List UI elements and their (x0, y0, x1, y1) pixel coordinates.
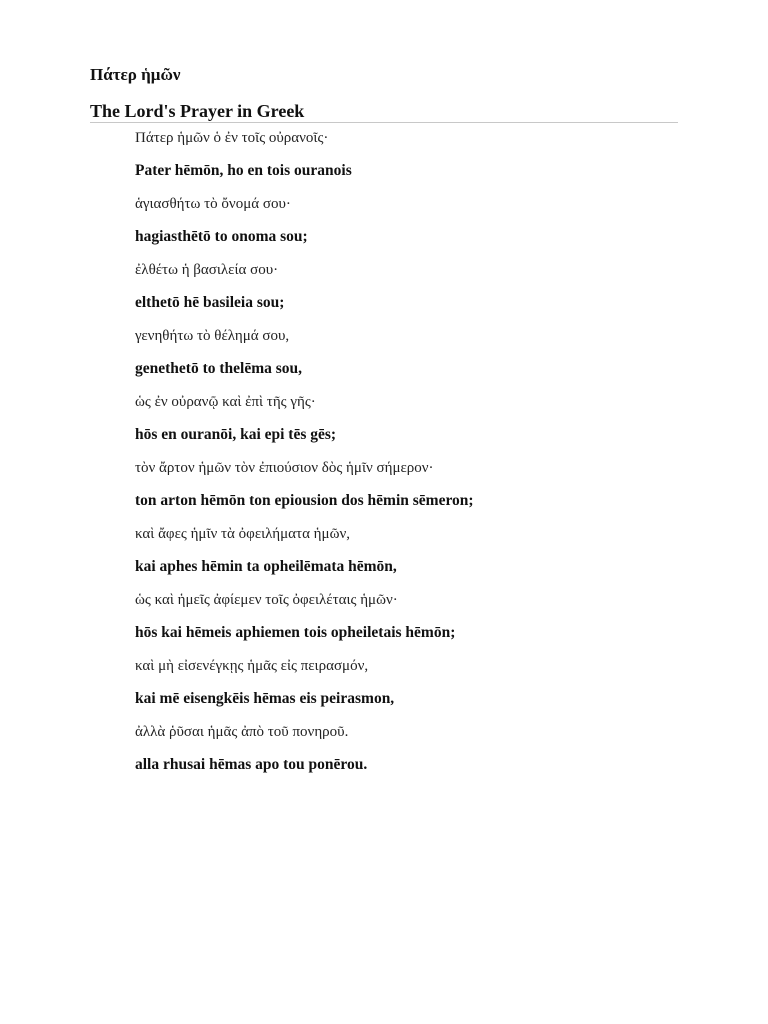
transliteration-line: elthetō hē basileia sou; (135, 294, 285, 311)
transliteration-line: hōs kai hēmeis aphiemen tois opheiletais hēmōn; (135, 624, 456, 641)
transliteration-line: alla rhusai hēmas apo tou ponērou. (135, 756, 368, 773)
heading-divider (90, 122, 678, 123)
greek-line: καὶ μὴ εἰσενέγκῃς ἡμᾶς εἰς πειρασμόν, (135, 658, 369, 674)
section-heading: The Lord's Prayer in Greek (90, 101, 305, 121)
transliteration-line: kai aphes hēmin ta opheilēmata hēmōn, (135, 558, 397, 575)
prayer-text (135, 124, 695, 784)
greek-line: τὸν ἄρτον ἡμῶν τὸν ἐπιούσιον δὸς ἡμῖν σήμερον· (135, 460, 434, 476)
transliteration-line: hōs en ouranōi, kai epi tēs gēs; (135, 426, 337, 443)
greek-line: καὶ ἄφες ἡμῖν τὰ ὀφειλήματα ἡμῶν, (135, 526, 350, 542)
greek-line: ἐλθέτω ἡ βασιλεία σου· (135, 262, 279, 278)
transliteration-line: Pater hēmōn, ho en tois ouranois (135, 162, 352, 179)
transliteration-line: genethetō to thelēma sou, (135, 360, 303, 377)
greek-line: ὡς ἐν οὐρανῷ καὶ ἐπὶ τῆς γῆς· (135, 394, 316, 410)
greek-line: ἁγιασθήτω τὸ ὄνομά σου· (135, 196, 291, 212)
transliteration-line: ton arton hēmōn ton epiousion dos hēmin sēmeron; (135, 492, 474, 509)
greek-line: Πάτερ ἡμῶν ὁ ἐν τοῖς οὐρανοῖς· (135, 130, 329, 146)
transliteration-line: kai mē eisengkēis hēmas eis peirasmon, (135, 690, 395, 707)
greek-line: ὡς καὶ ἡμεῖς ἀφίεμεν τοῖς ὀφειλέταις ἡμῶν· (135, 592, 398, 608)
greek-line: ἀλλὰ ῥῦσαι ἡμᾶς ἀπὸ τοῦ πονηροῦ. (135, 724, 349, 740)
page-title: Πάτερ ἡμῶν (90, 65, 181, 84)
greek-line: γενηθήτω τὸ θέλημά σου, (135, 328, 290, 344)
transliteration-line: hagiasthētō to onoma sou; (135, 228, 308, 245)
